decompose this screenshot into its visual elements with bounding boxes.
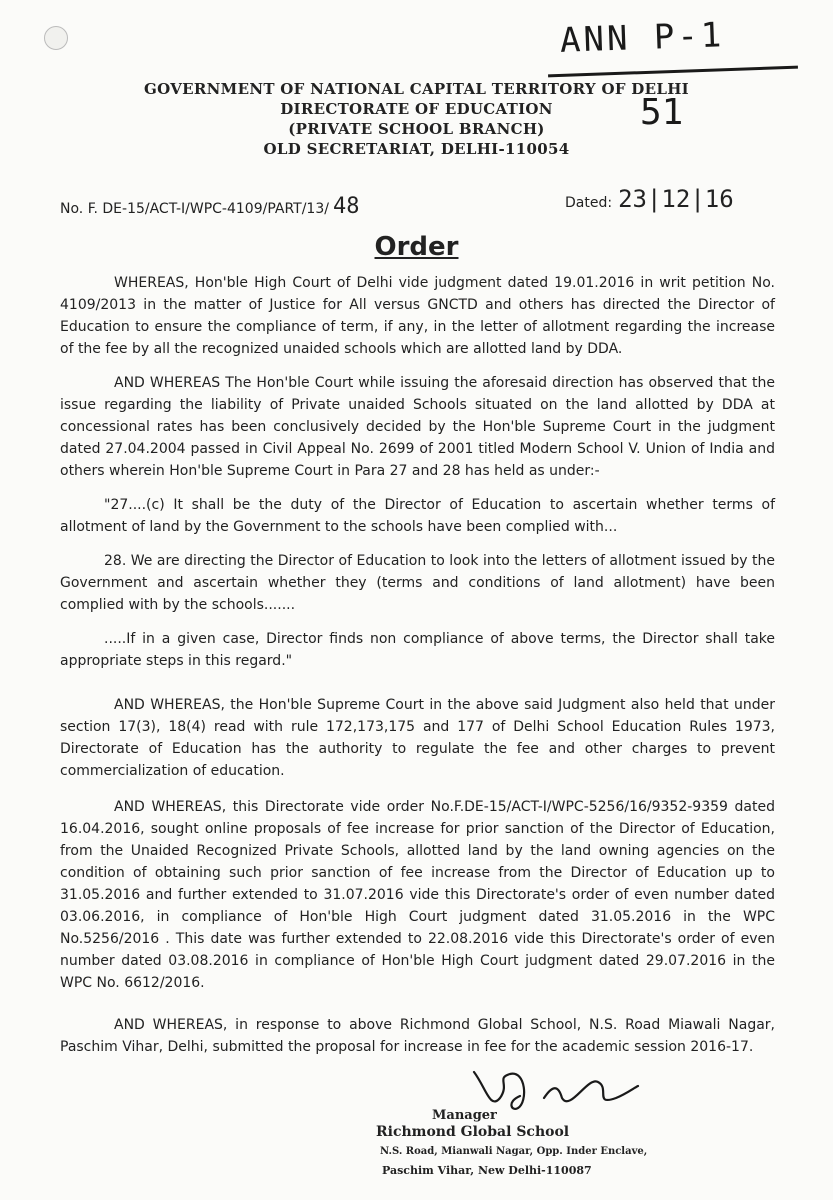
paragraph-directorate-order: AND WHEREAS, this Directorate vide order No.F.DE-15/ACT-I/WPC-5256/16/9352-9359 dated 16.04.2016, sought online proposals of fee increase for prior sanction of the Director of Education, from the Unaided Recognized Private Schools, allotted land by the land owning agencies on the condition of obtaining such prior sanction of fee increase from the Director of Education up to 31.05.2016 and further extended to 31.07.2016 vide this Directorate's order of even number dated 03.06.2016, in compliance of Hon'ble High Court judgment dated 31.05.2016 in the WPC No.5256/2016 . This date was further extended to 22.08.2016 vide this Directorate's order of even number dated 03.08.2016 in compliance of Hon'ble High Court judgment dated 29.07.2016 in the WPC No. 6612/2016.	[60, 799, 775, 991]
header-address: OLD SECRETARIAT, DELHI-110054	[263, 140, 570, 158]
stamp-school-name: Richmond Global School	[376, 1124, 570, 1140]
dated-handwritten: 23|12|16	[618, 185, 734, 213]
dated-label: Dated:	[565, 195, 613, 211]
paragraph-whereas-high-court: WHEREAS, Hon'ble High Court of Delhi vide judgment dated 19.01.2016 in writ petition No. 4109/2013 in the matter of Justice for All versus GNCTD and others has directed the Director of Education to ensure the compliance of term, if any, in the letter of allotment regarding the increase of the fee by all the recognized unaided schools which are allotted land by DDA.	[60, 275, 775, 357]
paragraph-fee-regulation: AND WHEREAS, the Hon'ble Supreme Court in the above said Judgment also held that under section 17(3), 18(4) read with rule 172,173,175 and 177 of Delhi School Education Rules 1973, Directorate of Education has the authority to regulate the fee and other charges to prevent commercialization of education.	[60, 697, 775, 779]
reference-number-text: No. F. DE-15/ACT-I/WPC-4109/PART/13/	[60, 201, 329, 217]
paragraph-whereas-supreme-court: AND WHEREAS The Hon'ble Court while issuing the aforesaid direction has observed that the issue regarding the liability of Private unaided Schools situated on the land allotted by DDA at concessional rates has been conclusively decided by the Hon'ble Supreme Court in the judgment dated 27.04.2004 passed in Civil Appeal No. 2699 of 2001 titled Modern School V. Union of India and others wherein Hon'ble Supreme Court in Para 27 and 28 has held as under:-	[60, 375, 775, 479]
order-title: Order	[374, 232, 459, 262]
stamp-city-line: Paschim Vihar, New Delhi-110087	[382, 1164, 592, 1177]
header-branch: (PRIVATE SCHOOL BRANCH)	[288, 120, 545, 138]
reference-number	[60, 194, 359, 219]
annexure-underline	[548, 66, 798, 78]
annexure-label: ANN P-1	[559, 15, 725, 61]
quote-non-compliance: .....If in a given case, Director finds non compliance of above terms, the Director shall take appropriate steps in this regard."	[60, 631, 775, 669]
header-directorate: DIRECTORATE OF EDUCATION	[280, 100, 553, 118]
stamp-designation: Manager	[432, 1108, 497, 1123]
header-government: GOVERNMENT OF NATIONAL CAPITAL TERRITORY OF DELHI	[144, 80, 689, 98]
quote-para-27: "27....(c) It shall be the duty of the Director of Education to ascertain whether terms of allotment of land by the Government to the schools have been complied with...	[60, 497, 775, 535]
order-date	[565, 185, 734, 213]
stamp-address-line: N.S. Road, Mianwali Nagar, Opp. Inder Enclave,	[380, 1146, 648, 1157]
page-number-handwritten: 51	[640, 92, 684, 133]
paragraph-school-proposal: AND WHEREAS, in response to above Richmond Global School, N.S. Road Miawali Nagar, Paschim Vihar, Delhi, submitted the proposal for increase in fee for the academic session 2016-17.	[60, 1017, 775, 1055]
punch-hole-mark	[44, 26, 68, 50]
quote-para-28: 28. We are directing the Director of Education to look into the letters of allotment issued by the Government and ascertain whether they (terms and conditions of land allotment) have been complied with by the schools.......	[60, 553, 775, 613]
reference-number-handwritten: 48	[332, 194, 360, 219]
